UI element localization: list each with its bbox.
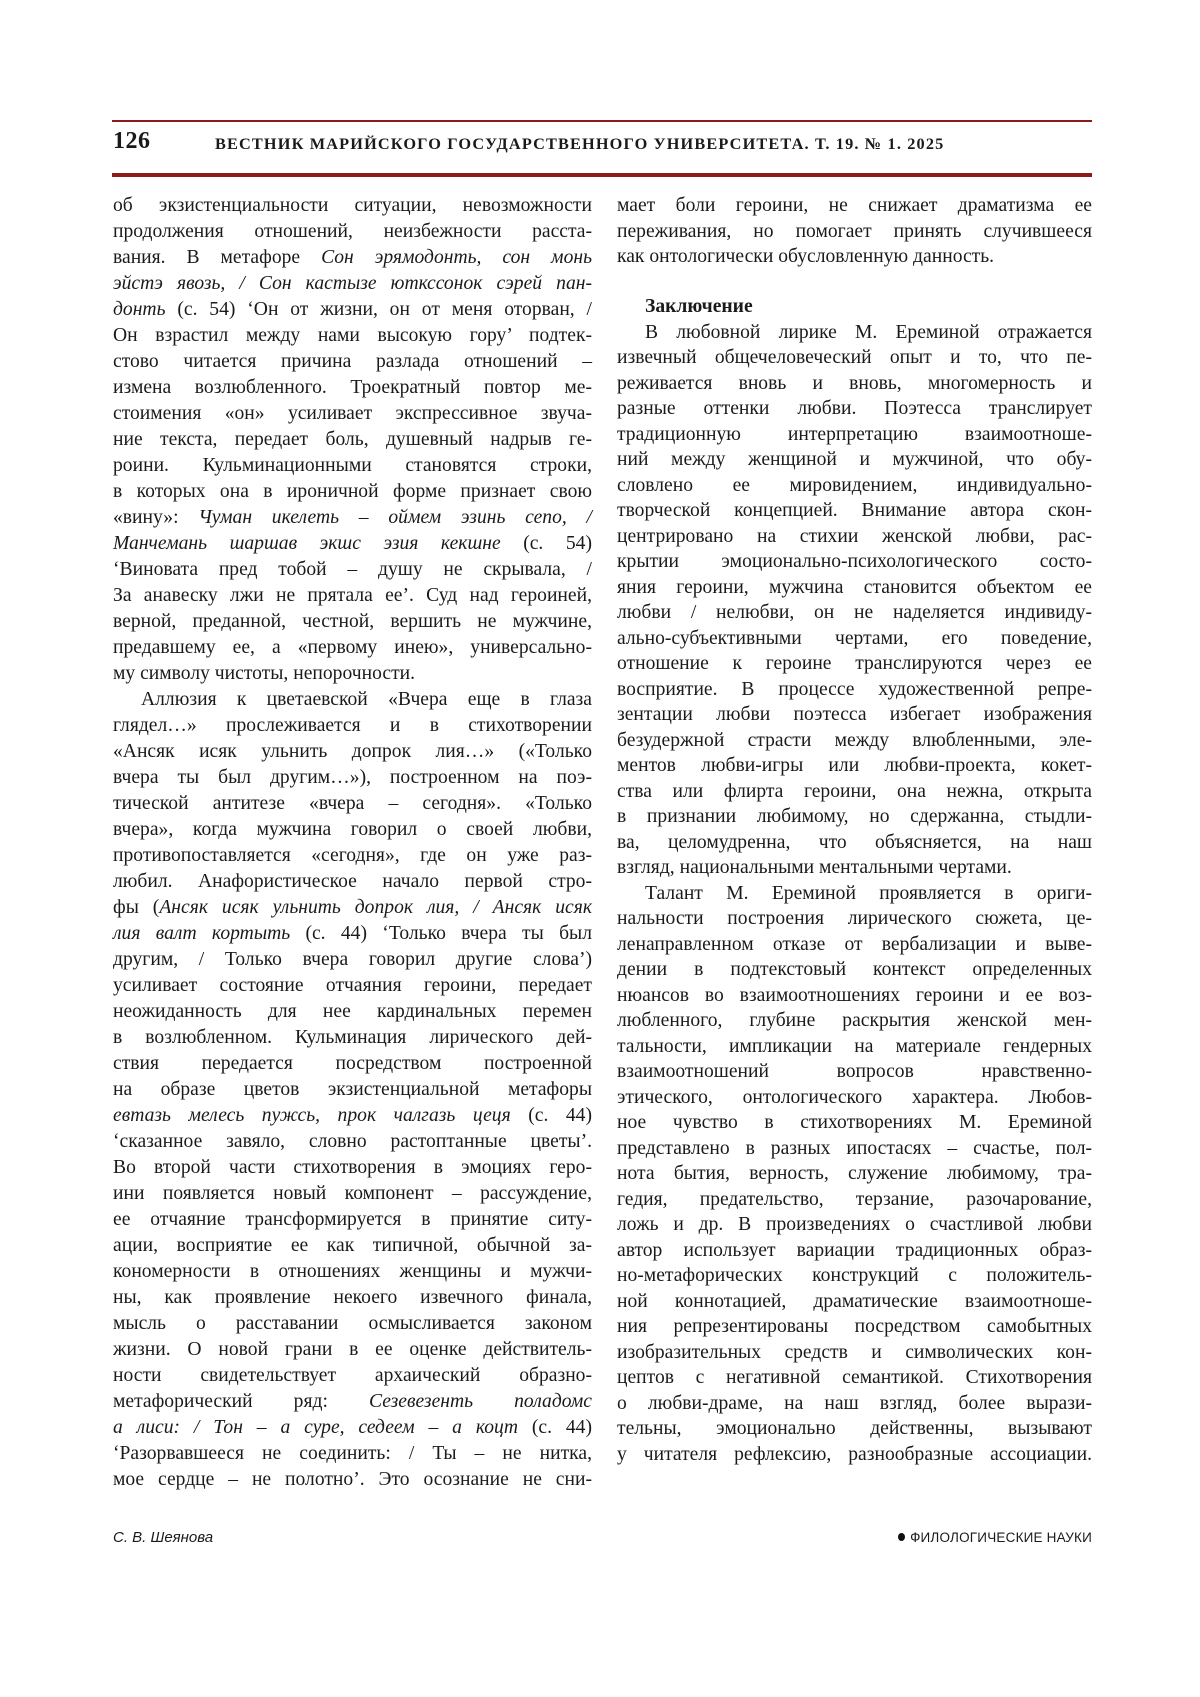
text-line — [113, 245, 592, 271]
text-segment: ее отчаяние трансформируется в принятие ситу- — [113, 1209, 592, 1230]
text-segment: фы ( — [113, 897, 159, 918]
text-line — [113, 999, 592, 1025]
text-line — [113, 1337, 592, 1363]
text-segment: му символу чистоты, непорочности. — [113, 663, 415, 684]
text-line — [113, 193, 592, 219]
footer-section — [898, 1530, 1092, 1545]
text-segment: любленного, глубине раскрытия женской мен- — [617, 1010, 1092, 1031]
text-segment: взаимоотношений вопросов нравственно- — [617, 1061, 1092, 1082]
text-segment: реживается вновь и вновь, многомерность и — [617, 373, 1092, 394]
footer-author: С. В. Шеянова — [113, 1529, 213, 1546]
text-line — [113, 323, 592, 349]
text-line — [617, 1008, 1092, 1034]
italic-quote: Сезевезенть поладомс — [369, 1391, 592, 1412]
text-segment: в которых она в ироничной форме признает свою — [113, 481, 592, 502]
text-segment: продолжения отношений, неизбежности расста- — [113, 221, 592, 242]
text-segment: стово читается причина разлада отношений – — [113, 351, 592, 372]
text-segment: (с. 54) — [501, 533, 592, 554]
text-line — [617, 804, 1092, 830]
text-segment: измена возлюбленного. Троекратный повтор ме- — [113, 377, 592, 398]
text-line — [113, 843, 592, 869]
text-segment: извечный общечеловеческий опыт и то, что пе- — [617, 347, 1092, 368]
text-line — [617, 193, 1092, 219]
text-line — [617, 524, 1092, 550]
text-segment: нюансов во взаимоотношениях героини и ее воз- — [617, 985, 1092, 1006]
text-line — [113, 479, 592, 505]
text-line — [617, 1391, 1092, 1417]
text-line — [113, 1103, 592, 1129]
text-line — [617, 549, 1092, 575]
text-line — [113, 1181, 592, 1207]
header-top-rule — [112, 120, 1092, 122]
text-segment: ации, восприятие ее как типичной, обычной за- — [113, 1235, 592, 1256]
text-line — [617, 779, 1092, 805]
italic-quote: Манчемань шаршав экшс эзия кекшне — [113, 533, 501, 554]
text-line — [617, 881, 1092, 907]
text-line — [617, 1340, 1092, 1366]
text-segment: «Ансяк исяк ульнить допрок лия…» («Только — [113, 741, 592, 762]
text-segment: тальности, импликации на материале гендерных — [617, 1036, 1092, 1057]
text-line — [113, 505, 592, 531]
text-line — [617, 600, 1092, 626]
text-segment: жизни. О новой грани в ее оценке действитель- — [113, 1339, 592, 1360]
text-segment: (с. 44) — [511, 1105, 592, 1126]
text-line — [617, 1110, 1092, 1136]
text-line — [113, 1467, 592, 1493]
text-line — [113, 687, 592, 713]
text-segment: ствия передается посредством построенной — [113, 1053, 592, 1074]
text-line — [113, 817, 592, 843]
text-line — [113, 791, 592, 817]
text-segment: тельны, эмоционально действенны, вызывают — [617, 1418, 1092, 1439]
text-line — [617, 575, 1092, 601]
text-segment: тической антитезе «вчера – сегодня». «Только — [113, 793, 592, 814]
text-line — [617, 345, 1092, 371]
page-number: 126 — [113, 128, 151, 155]
text-segment: стоимения «он» усиливает экспрессивное звуча- — [113, 403, 592, 424]
text-segment: Он взрастил между нами высокую гору’ подтек- — [113, 325, 592, 346]
text-line — [617, 983, 1092, 1009]
text-segment: (с. 44) — [518, 1417, 592, 1438]
text-segment: ‘Разорвавшееся не соединить: / Ты – не нитка, — [113, 1443, 592, 1464]
italic-quote: а лиси: / Тон – а суре, седеем – а коцт — [113, 1417, 518, 1438]
text-segment: (с. 54) ‘Он от жизни, он от меня оторван, / — [166, 299, 593, 320]
text-segment: вчера ты был другим…»), построенном на поэ- — [113, 767, 592, 788]
text-segment: традиционную интерпретацию взаимоотноше- — [617, 424, 1092, 445]
text-line — [617, 320, 1092, 346]
right-text-column — [617, 193, 1092, 1467]
text-segment: ‘сказанное завяло, словно растоптанные цветы’. — [113, 1131, 592, 1152]
text-line — [113, 895, 592, 921]
italic-quote: Сон эрямодонть, сон монь — [321, 247, 592, 268]
text-segment: автор использует вариации традиционных образ- — [617, 1240, 1092, 1261]
text-line — [113, 375, 592, 401]
text-segment: как онтологически обусловленную данность. — [617, 246, 994, 267]
text-segment: переживания, но помогает принять случившееся — [617, 221, 1092, 242]
text-segment: у читателя рефлексию, разнообразные ассоциации. — [617, 1444, 1092, 1465]
text-line — [617, 1136, 1092, 1162]
text-segment: изобразительных средств и символических кон- — [617, 1342, 1092, 1363]
italic-quote: Ансяк исяк ульнить допрок лия, / Ансяк исяк — [159, 897, 592, 918]
text-segment: но-метафорических конструкций с положитель- — [617, 1265, 1092, 1286]
journal-title: ВЕСТНИК МАРИЙСКОГО ГОСУДАРСТВЕННОГО УНИВЕРСИТЕТА. Т. 19. № 1. 2025 — [215, 134, 944, 154]
text-segment: мает боли героини, не снижает драматизма ее — [617, 195, 1092, 216]
text-line — [617, 422, 1092, 448]
text-segment: мысль о расставании осмысливается законом — [113, 1313, 592, 1334]
text-segment: предавшему ее, а «первому инею», универсально- — [113, 637, 592, 658]
text-line — [113, 1025, 592, 1051]
text-segment: об экзистенциальности ситуации, невозможности — [113, 195, 592, 216]
text-line — [617, 1161, 1092, 1187]
text-segment: творческой концепцией. Внимание автора скон- — [617, 500, 1092, 521]
text-segment: словлено ее мировидением, индивидуально- — [617, 475, 1092, 496]
text-line — [113, 453, 592, 479]
text-segment: ‘Виновата пред тобой – душу не скрывала, / — [113, 559, 592, 580]
text-segment: роини. Кульминационными становятся строки, — [113, 455, 592, 476]
text-line — [113, 297, 592, 323]
italic-quote: лия валт кортыть — [113, 923, 290, 944]
text-segment: взгляд, национальными ментальными чертами. — [617, 857, 1012, 878]
text-segment: усиливает состояние отчаяния героини, передает — [113, 975, 592, 996]
text-line — [617, 244, 1092, 270]
text-line — [617, 702, 1092, 728]
text-segment: Во второй части стихотворения в эмоциях геро- — [113, 1157, 592, 1178]
italic-quote: евтазь мелесь пужсь, прок чалгазь цеця — [113, 1105, 511, 1126]
text-line — [617, 1314, 1092, 1340]
text-segment: о любви-драме, на наш взгляд, более вырази- — [617, 1393, 1092, 1414]
text-segment: в признании любимому, но сдержанна, стыдли- — [617, 806, 1092, 827]
text-line — [113, 401, 592, 427]
text-line — [113, 1441, 592, 1467]
text-segment: Аллюзия к цветаевской «Вчера еще в глаза — [141, 689, 592, 710]
text-line — [113, 713, 592, 739]
text-segment: нота бытия, верность, служение любимому, тра- — [617, 1163, 1092, 1184]
text-segment: ний между женщиной и мужчиной, что обу- — [617, 449, 1092, 470]
text-segment: любви / нелюбви, он не наделяется индивиду- — [617, 602, 1092, 623]
text-line — [617, 1263, 1092, 1289]
text-segment: ны, как проявление некоего извечного финала, — [113, 1287, 592, 1308]
text-line — [617, 1034, 1092, 1060]
text-segment: глядел…» прослеживается и в стихотворении — [113, 715, 592, 736]
text-line — [617, 447, 1092, 473]
text-line — [617, 906, 1092, 932]
text-line — [113, 739, 592, 765]
text-line — [113, 1129, 592, 1155]
text-segment: ложь и др. В произведениях о счастливой любви — [617, 1214, 1092, 1235]
text-line — [113, 947, 592, 973]
text-line — [113, 557, 592, 583]
text-line — [113, 1207, 592, 1233]
text-line — [617, 651, 1092, 677]
text-line — [617, 396, 1092, 422]
text-segment: ва, целомудренна, что объясняется, на наш — [617, 832, 1092, 853]
text-line — [617, 498, 1092, 524]
text-line — [617, 1085, 1092, 1111]
italic-quote: Чуман икелеть – оймем эзинь сепо, / — [198, 507, 592, 528]
text-segment: противопоставляется «сегодня», где он уже раз- — [113, 845, 592, 866]
text-line — [617, 626, 1092, 652]
text-segment: вчера», когда мужчина говорил о своей любви, — [113, 819, 592, 840]
text-segment: отношение к героине транслируются через ее — [617, 653, 1092, 674]
text-segment: За анавеску лжи не прятала ее’. Суд над героиней, — [113, 585, 592, 606]
text-line — [113, 1051, 592, 1077]
text-segment: нальности построения лирического сюжета, це- — [617, 908, 1092, 929]
text-line — [617, 1442, 1092, 1468]
text-segment: ние текста, передает боль, душевный надрыв ге- — [113, 429, 592, 450]
footer-section-label: ФИЛОЛОГИЧЕСКИЕ НАУКИ — [910, 1530, 1092, 1545]
text-line — [113, 973, 592, 999]
text-line — [617, 932, 1092, 958]
text-line — [617, 855, 1092, 881]
text-segment: метафорический ряд: — [113, 1391, 369, 1412]
text-line — [617, 753, 1092, 779]
text-segment: ния репрезентированы посредством самобытных — [617, 1316, 1092, 1337]
text-line — [113, 583, 592, 609]
text-line — [617, 677, 1092, 703]
text-segment: «вину»: — [113, 507, 198, 528]
text-segment: центрировано на стихии женской любви, рас- — [617, 526, 1092, 547]
text-segment: другим, / Только вчера говорил другие слова’) — [113, 949, 592, 970]
text-line — [113, 349, 592, 375]
text-line — [113, 1233, 592, 1259]
text-line — [113, 219, 592, 245]
text-line — [617, 728, 1092, 754]
italic-quote: донть — [113, 299, 166, 320]
text-line — [113, 271, 592, 297]
text-segment: ной коннотацией, драматические взаимоотноше- — [617, 1291, 1092, 1312]
text-segment: В любовной лирике М. Ереминой отражается — [645, 322, 1092, 343]
text-segment: вания. В метафоре — [113, 247, 321, 268]
text-segment: в возлюбленном. Кульминация лирического дей- — [113, 1027, 592, 1048]
text-segment: на образе цветов экзистенциальной метафоры — [113, 1079, 592, 1100]
bullet-icon — [898, 1533, 905, 1541]
text-segment: ное чувство в стихотворениях М. Ереминой — [617, 1112, 1092, 1133]
text-line — [113, 1363, 592, 1389]
text-segment: яния героини, мужчина становится объектом ее — [617, 577, 1092, 598]
text-line — [113, 1155, 592, 1181]
text-segment: цептов с негативной семантикой. Стихотворения — [617, 1367, 1092, 1388]
text-line — [113, 1077, 592, 1103]
text-line — [113, 609, 592, 635]
text-segment: любил. Анафористическое начало первой стро- — [113, 871, 592, 892]
text-line — [617, 371, 1092, 397]
text-line — [113, 1259, 592, 1285]
text-segment: мое сердце – не полотно’. Это осознание не сни- — [113, 1469, 592, 1490]
text-line — [617, 219, 1092, 245]
text-line — [113, 531, 592, 557]
text-line — [113, 765, 592, 791]
text-line — [617, 1289, 1092, 1315]
text-segment: гедия, предательство, терзание, разочарование, — [617, 1189, 1092, 1210]
text-segment: ства или флирта героини, она нежна, открыта — [617, 781, 1092, 802]
section-heading: Заключение — [617, 294, 1092, 320]
text-line — [113, 921, 592, 947]
text-line — [113, 635, 592, 661]
text-line — [617, 830, 1092, 856]
text-line — [617, 473, 1092, 499]
text-segment: восприятие. В процессе художественной репре- — [617, 679, 1092, 700]
left-text-column — [113, 193, 592, 1493]
text-segment: представлено в разных ипостасях – счастье, пол- — [617, 1138, 1092, 1159]
text-segment: этического, онтологического характера. Любов- — [617, 1087, 1092, 1108]
text-segment: разные оттенки любви. Поэтесса транслирует — [617, 398, 1092, 419]
text-segment: верной, преданной, честной, вершить не мужчине, — [113, 611, 592, 632]
text-line — [617, 1365, 1092, 1391]
text-line — [617, 957, 1092, 983]
text-line — [617, 1059, 1092, 1085]
text-line — [113, 661, 592, 687]
text-segment: ности свидетельствует архаический образно- — [113, 1365, 592, 1386]
text-line — [113, 1389, 592, 1415]
text-segment: кономерности в отношениях женщины и мужчи- — [113, 1261, 592, 1282]
text-line — [113, 1311, 592, 1337]
text-line — [617, 1238, 1092, 1264]
text-line — [617, 1212, 1092, 1238]
text-segment: ментов любви-игры или любви-проекта, кокет- — [617, 755, 1092, 776]
text-segment: ально-субъективными чертами, его поведение, — [617, 628, 1092, 649]
text-segment: дении в подтекстовый контекст определенных — [617, 959, 1092, 980]
text-segment: крытии эмоционально-психологического состо- — [617, 551, 1092, 572]
italic-quote: эйстэ явозь, / Сон кастызе юткссонок сэрей пан- — [113, 273, 592, 294]
text-segment: (с. 44) ‘Только вчера ты был — [290, 923, 592, 944]
text-segment: зентации любви поэтесса избегает изображения — [617, 704, 1092, 725]
text-segment: ленаправленном отказе от вербализации и выве- — [617, 934, 1092, 955]
text-segment: ини появляется новый компонент – рассуждение, — [113, 1183, 592, 1204]
text-segment: неожиданность для нее кардинальных перемен — [113, 1001, 592, 1022]
text-segment: безудержной страсти между влюбленными, эле- — [617, 730, 1092, 751]
text-line — [617, 1187, 1092, 1213]
text-line — [113, 1415, 592, 1441]
text-line — [113, 1285, 592, 1311]
text-segment: Талант М. Ереминой проявляется в ориги- — [645, 883, 1092, 904]
text-line — [617, 1416, 1092, 1442]
header-bottom-rule — [112, 173, 1092, 177]
text-line — [113, 869, 592, 895]
text-line — [113, 427, 592, 453]
